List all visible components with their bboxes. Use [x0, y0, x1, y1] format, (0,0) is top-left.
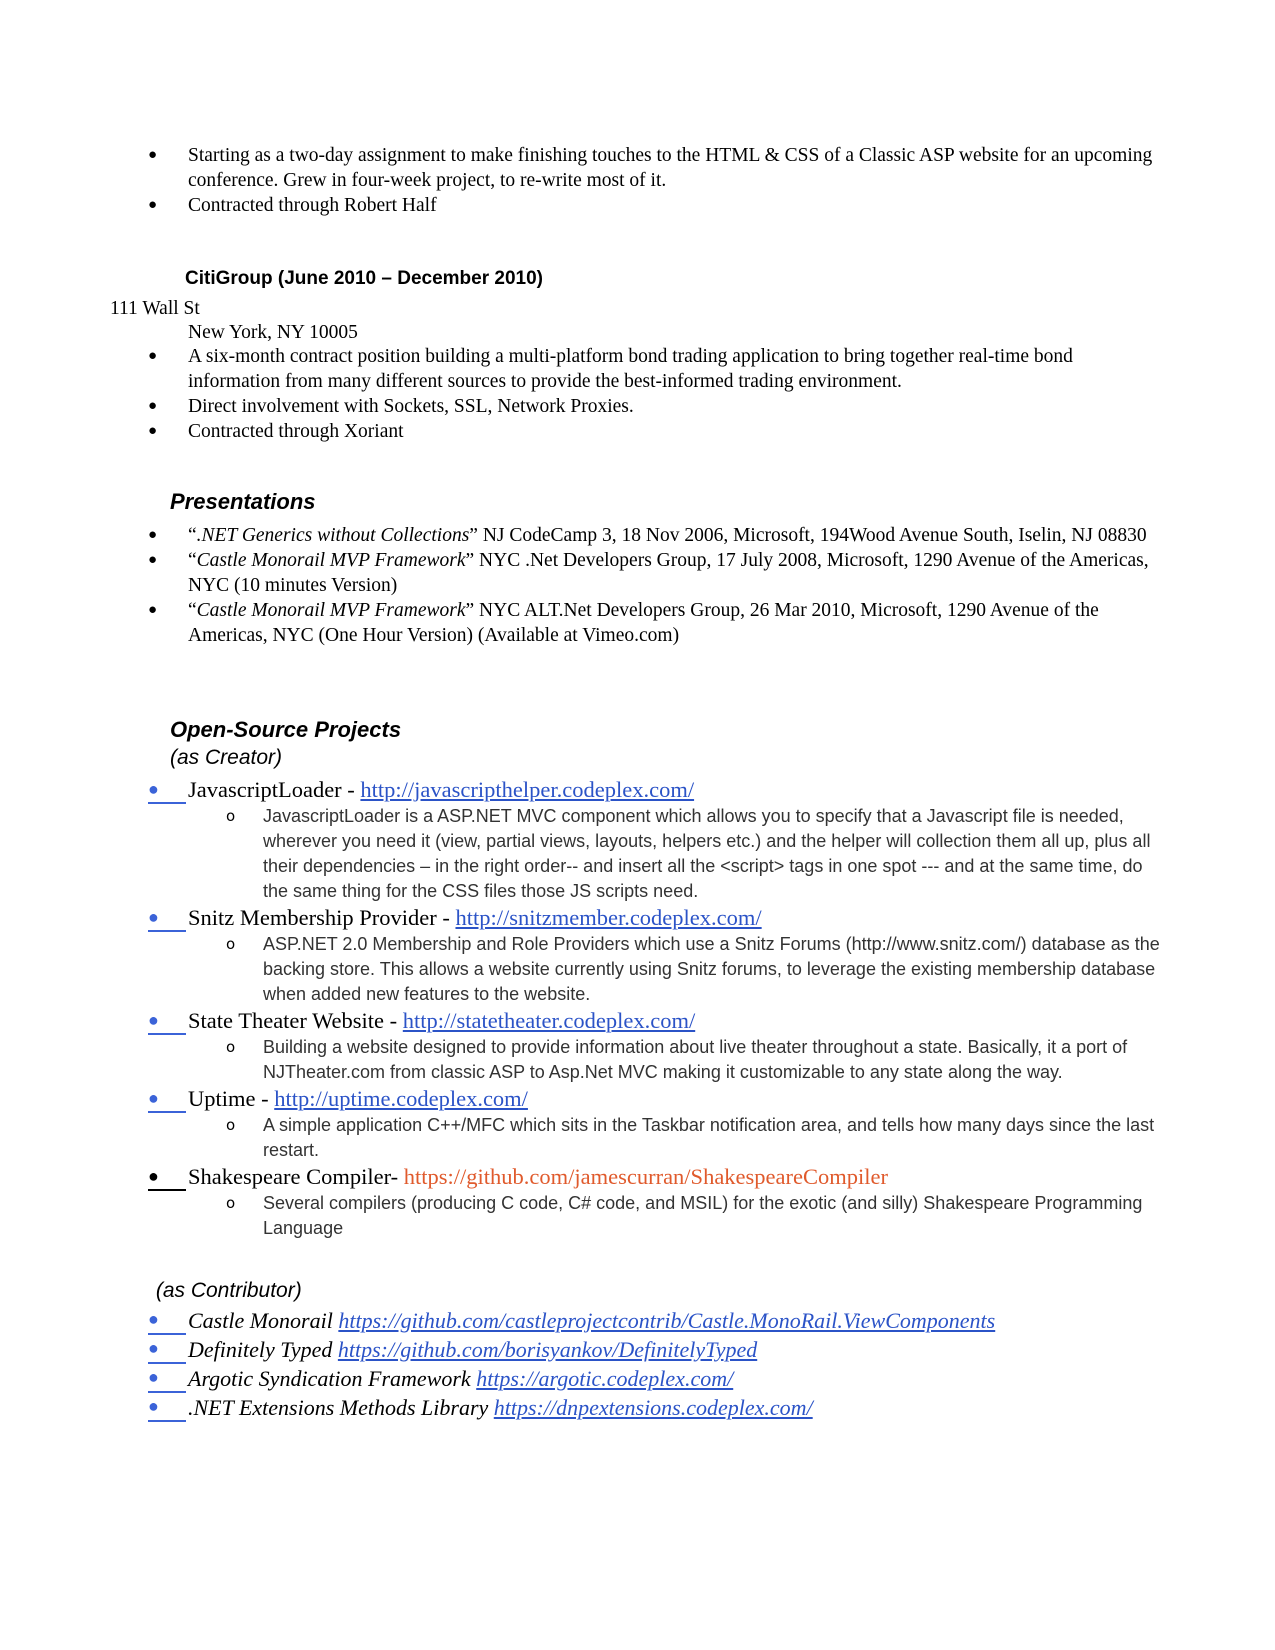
project-item	[0, 1163, 1275, 1191]
bullet-text: Contracted through Robert Half	[188, 195, 437, 216]
bullet-icon: ●	[148, 527, 158, 543]
contributor-projects	[0, 1306, 1275, 1422]
talk-title: Castle Monorail MVP Framework	[196, 550, 466, 571]
talk-details: ” NYC .Net Developers Group, 17 July 2008, Microsoft, 1290 Avenue of the Americas, NYC (10 minutes Version)	[188, 550, 1149, 596]
contrib-item	[0, 1393, 1275, 1422]
job-address-line1: 111 Wall St	[110, 298, 200, 319]
open-quote: “	[188, 525, 197, 546]
circle-bullet-icon: o	[226, 935, 236, 953]
talk-details: ” NJ CodeCamp 3, 18 Nov 2006, Microsoft, 194Wood Avenue South, Iselin, NJ 08830	[469, 525, 1147, 546]
list-item	[0, 523, 1168, 548]
list-item	[0, 598, 1168, 648]
bullet-icon: ●	[148, 197, 158, 213]
project-description	[0, 1191, 1163, 1241]
job-address-line2: New York, NY 10005	[188, 322, 358, 343]
job-bullets	[0, 344, 1275, 444]
contrib-name: Argotic Syndication Framework	[188, 1366, 477, 1391]
circle-bullet-icon: o	[226, 807, 236, 825]
description-text: JavascriptLoader is a ASP.NET MVC component which allows you to specify that a Javascript file is needed, wherever you need it (view, partial views, layouts, helpers etc.) and the helper will collection them all up, plus all their dependencies – in the right order-- and insert all the <script> tags in one spot --- and at the same time, do the same thing for the CSS files those JS scripts need.	[263, 806, 1151, 901]
creator-projects	[0, 776, 1275, 1241]
contrib-link[interactable]: https://github.com/castleprojectcontrib/Castle.MonoRail.ViewComponents	[338, 1308, 996, 1333]
bullet-icon: ●	[148, 398, 158, 414]
project-description	[0, 804, 1163, 904]
contributor-subheading: (as Contributor)	[150, 1279, 302, 1302]
contrib-link[interactable]: https://dnpextensions.codeplex.com/	[493, 1395, 813, 1420]
project-item	[0, 904, 1275, 932]
contrib-name: Definitely Typed	[188, 1337, 338, 1362]
description-text: ASP.NET 2.0 Membership and Role Providers which use a Snitz Forums (http://www.snitz.com/) database as the backing store. This allows a website currently using Snitz forums, to leverage the existing membership database when added new features to the website.	[263, 934, 1160, 1004]
project-item	[0, 1085, 1275, 1113]
presentations-list	[0, 523, 1275, 648]
bullet-icon: ●	[148, 1163, 186, 1191]
project-link[interactable]: http://snitzmember.codeplex.com/	[455, 905, 762, 930]
list-item	[0, 143, 1168, 193]
list-item	[0, 419, 1168, 444]
talk-details: ” NYC ALT.Net Developers Group, 26 Mar 2010, Microsoft, 1290 Avenue of the Americas, NYC (One Hour Version) (Available at Vimeo.com)	[188, 600, 1099, 646]
bullet-icon: ●	[148, 1085, 186, 1113]
talk-title: .NET Generics without Collections	[196, 525, 470, 546]
creator-subheading: (as Creator)	[170, 746, 283, 769]
list-item	[0, 394, 1168, 419]
open-quote: “	[188, 600, 197, 621]
project-description	[0, 1113, 1163, 1163]
project-name: Uptime -	[188, 1086, 275, 1111]
contrib-link[interactable]: https://argotic.codeplex.com/	[476, 1366, 734, 1391]
section-title-open-source: Open-Source Projects	[170, 717, 402, 742]
bullet-icon: ●	[148, 423, 158, 439]
contrib-link[interactable]: https://github.com/borisyankov/DefinitelyTyped	[337, 1337, 758, 1362]
description-text: A simple application C++/MFC which sits in the Taskbar notification area, and tells how many days since the last restart.	[263, 1115, 1155, 1160]
project-item	[0, 776, 1275, 804]
bullet-icon: ●	[148, 552, 158, 568]
bullet-icon: ●	[148, 147, 158, 163]
contrib-item	[0, 1335, 1275, 1364]
project-description	[0, 1035, 1163, 1085]
project-link[interactable]: http://statetheater.codeplex.com/	[402, 1008, 696, 1033]
bullet-icon: ●	[148, 1393, 186, 1422]
job-header: CitiGroup (June 2010 – December 2010)	[185, 268, 543, 289]
project-item	[0, 1007, 1275, 1035]
project-link[interactable]: http://uptime.codeplex.com/	[274, 1086, 528, 1111]
bullet-text: Direct involvement with Sockets, SSL, Network Proxies.	[188, 396, 634, 417]
description-text: Several compilers (producing C code, C# code, and MSIL) for the exotic (and silly) Shakespeare Programming Language	[263, 1193, 1143, 1238]
circle-bullet-icon: o	[226, 1116, 236, 1134]
contrib-name: .NET Extensions Methods Library	[188, 1395, 494, 1420]
contrib-item	[0, 1364, 1275, 1393]
contrib-name: Castle Monorail	[188, 1308, 339, 1333]
bullet-icon: ●	[148, 602, 158, 618]
bullet-icon: ●	[148, 348, 158, 364]
bullet-text: Contracted through Xoriant	[188, 421, 404, 442]
bullet-icon: ●	[148, 776, 186, 804]
list-item	[0, 193, 1168, 218]
project-name: State Theater Website -	[188, 1008, 403, 1033]
bullet-icon: ●	[148, 1335, 186, 1364]
contrib-item	[0, 1306, 1275, 1335]
circle-bullet-icon: o	[226, 1038, 236, 1056]
bullet-text: A six-month contract position building a multi-platform bond trading application to bring together real-time bond information from many different sources to provide the best-informed trading environment.	[188, 346, 1073, 392]
description-text: Building a website designed to provide information about live theater throughout a state. Basically, it a port of NJTheater.com from classic ASP to Asp.Net MVC making it customizable to any state along the way.	[263, 1037, 1128, 1082]
project-name: JavascriptLoader -	[188, 777, 361, 802]
bullet-icon: ●	[148, 1306, 186, 1335]
bullet-icon: ●	[148, 1007, 186, 1035]
project-description	[0, 932, 1163, 1007]
previous-job-bullets	[0, 143, 1275, 218]
list-item	[0, 344, 1168, 394]
circle-bullet-icon: o	[226, 1194, 236, 1212]
section-title-presentations: Presentations	[170, 489, 316, 514]
open-quote: “	[188, 550, 197, 571]
talk-title: Castle Monorail MVP Framework	[196, 600, 466, 621]
list-item	[0, 548, 1168, 598]
project-link[interactable]: https://github.com/jamescurran/ShakespeareCompiler	[403, 1164, 888, 1189]
project-name: Snitz Membership Provider -	[188, 905, 456, 930]
bullet-icon: ●	[148, 904, 186, 932]
bullet-text: Starting as a two-day assignment to make finishing touches to the HTML & CSS of a Classic ASP website for an upcoming conference. Grew in four-week project, to re-write most of it.	[188, 145, 1153, 191]
project-name: Shakespeare Compiler-	[188, 1164, 404, 1189]
bullet-icon: ●	[148, 1364, 186, 1393]
project-link[interactable]: http://javascripthelper.codeplex.com/	[360, 777, 695, 802]
